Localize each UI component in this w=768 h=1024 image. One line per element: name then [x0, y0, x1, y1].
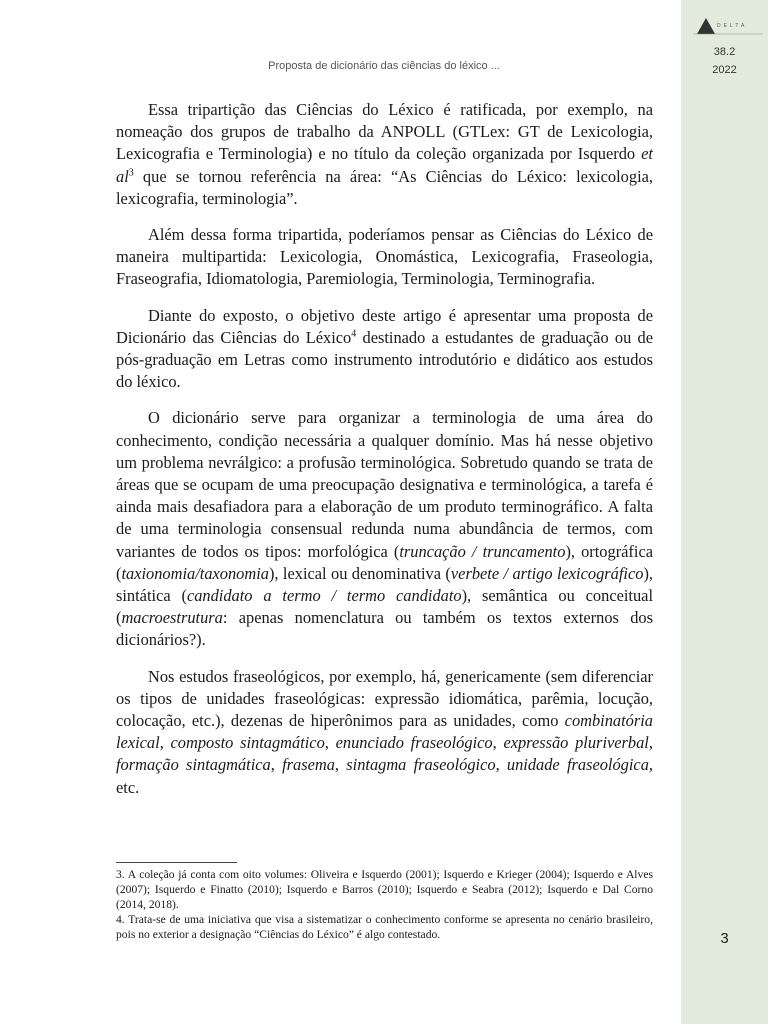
footnote-ref-4: 4: [351, 328, 357, 340]
volume-number: 38.2: [713, 46, 736, 58]
paragraph-5: Nos estudos fraseológicos, por exemplo, há, genericamente (sem diferenciar os tipos de unidades fraseológicas: expressão idiomática, parêmia, locução, colocação, etc.), dezenas de hiperônimos para as unidades, como combinatória lexical, composto sintagmático, enunciado fraseológico, expressão pluriverbal, formação sintagmática, frasema, sintagma fraseológico, unidade fraseológica, etc.: [116, 666, 654, 797]
paragraph-2: Além dessa forma tripartida, poderíamos pensar as Ciências do Léxico de maneira multipartida: Lexicologia, Onomástica, Lexicografia, Fraseologia, Fraseografia, Idiomatologia, Paremiologia, Terminologia, Terminografia.: [116, 225, 653, 289]
body-text: [116, 99, 653, 813]
footnotes: [116, 867, 653, 942]
paragraph-4: O dicionário serve para organizar a terminologia de uma área do conhecimento, condição necessária a qualquer domínio. Mas há nesse objetivo um problema nevrálgico: a profusão terminológica. Sobretudo quando se trata de áreas que se ocupam de uma preocupação designativa e terminológica, a tarefa é ainda mais desafiadora para a elaboração de um produto terminográfico. A falta de uma terminologia consensual redunda numa abundância de termos, com variantes de todos os tipos: morfológica (truncação / truncamento), ortográfica (taxionomia/taxonomia), lexical ou denominativa (verbete / artigo lexicográfico), sintática (candidato a termo / termo candidato), semântica ou conceitual (macroestrutura: apenas nomenclatura ou também os textos externos dos dicionários?).: [116, 408, 654, 650]
footnote-3: 3. A coleção já conta com oito volumes: Oliveira e Isquerdo (2001); Isquerdo e Krieger (2004); Isquerdo e Alves (2007); Isquerdo e Finatto (2010); Isquerdo e Barros (2010); Isquerdo e Seabra (2012); Isquerdo e Dal Corno (2014, 2018).: [116, 868, 653, 911]
journal-sidebar: [681, 0, 768, 1024]
delta-logo: [693, 14, 763, 36]
paragraph-3: Diante do exposto, o objetivo deste artigo é apresentar uma proposta de Dicionário das Ciências do Léxico$^4$ destinado a estudantes de graduação ou de pós-graduação em Letras como instrumento introdutório e didático aos estudos do léxico.: [116, 305, 653, 392]
footnote-divider: [116, 862, 237, 863]
footnote-ref-3: 3: [128, 167, 134, 179]
paragraph-1: Essa tripartição das Ciências do Léxico é ratificada, por exemplo, na nomeação dos grupos de trabalho da ANPOLL (GTLex: GT de Lexicologia, Lexicografia e Terminologia) e no título da coleção organizada por Isquerdo et $al^3$ que se tornou referência na área: “As Ciências do Léxico: lexicologia, lexicografia, terminologia”.: [116, 100, 653, 208]
running-head: Proposta de dicionário das ciências do léxico ...: [268, 60, 500, 72]
publication-year: 2022: [712, 64, 737, 76]
logo-text: DELTA: [717, 23, 748, 29]
page-number: 3: [720, 930, 729, 947]
footnote-4: 4. Trata-se de uma iniciativa que visa a sistematizar o conhecimento conforme se apresenta no cenário brasileiro, pois no exterior a designação “Ciências do Léxico” é algo contestado.: [116, 913, 653, 941]
